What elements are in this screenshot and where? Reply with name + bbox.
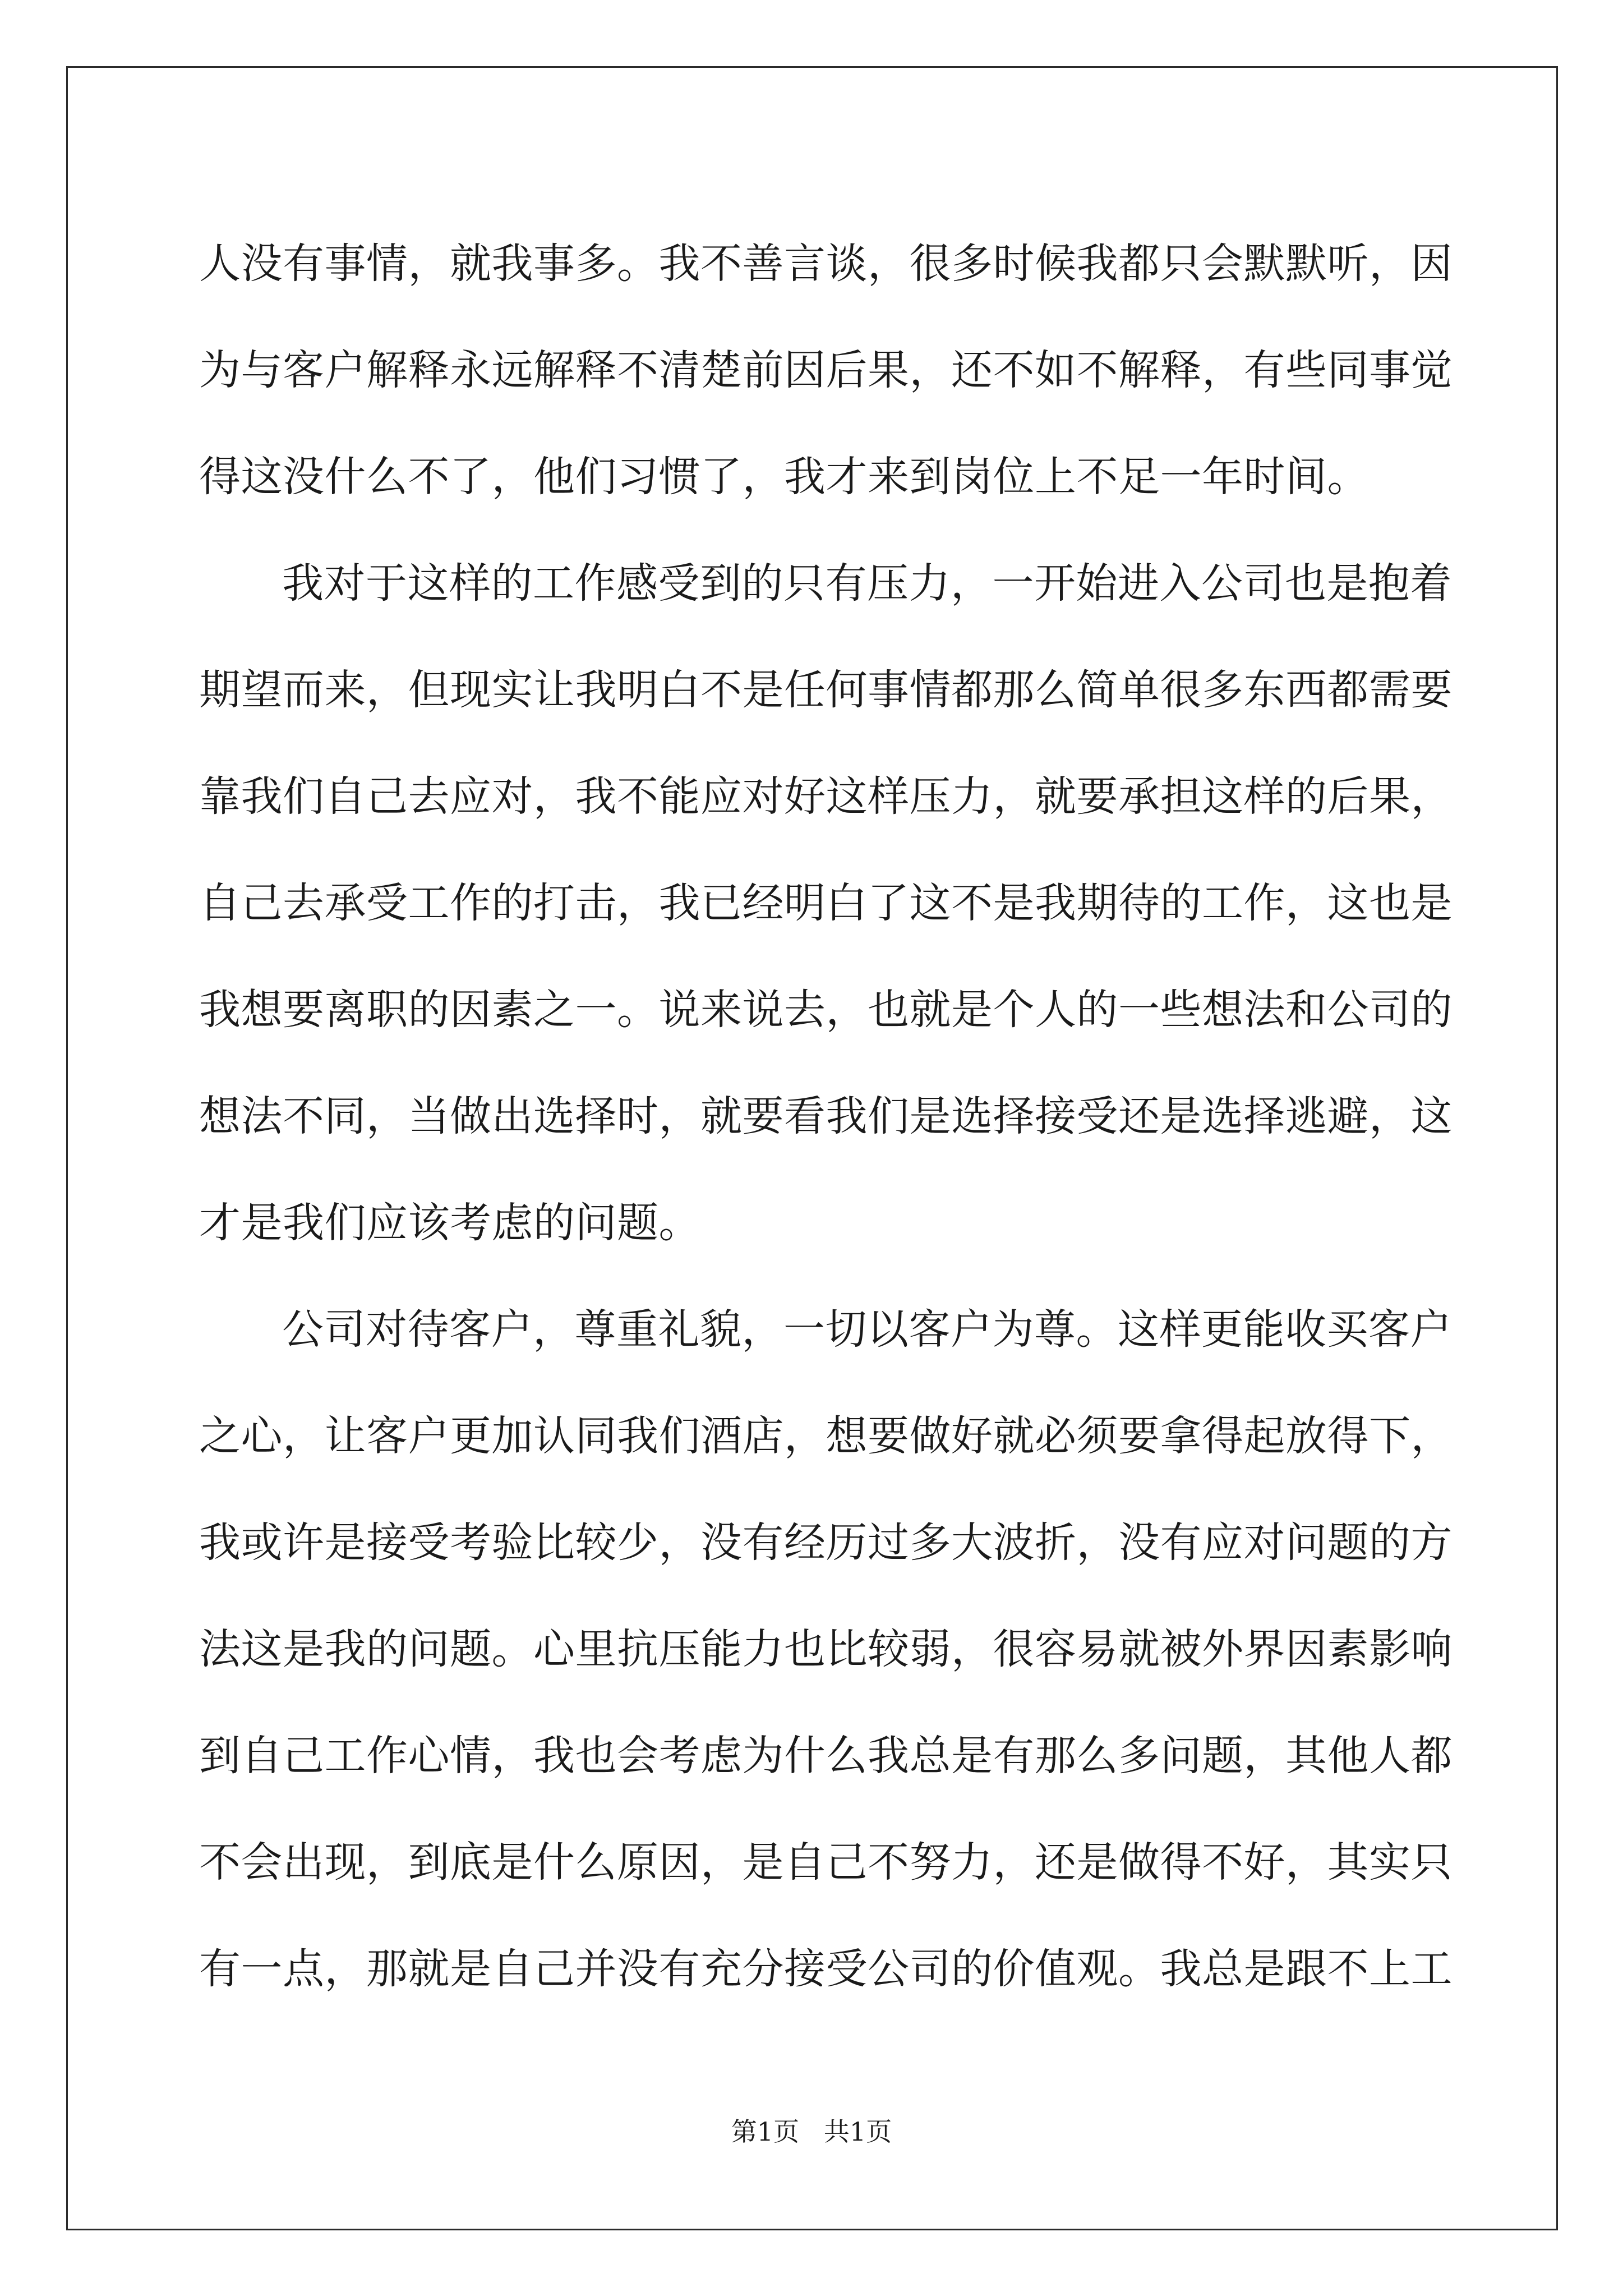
- text-line: 公司对待客户，尊重礼貌，一切以客户为尊。这样更能收买客户: [282, 1305, 1452, 1354]
- text-line: 为与客户解释永远解释不清楚前因后果，还不如不解释，有些同事觉: [199, 346, 1453, 394]
- text-line: 靠我们自己去应对，我不能应对好这样压力，就要承担这样的后果，: [199, 772, 1453, 821]
- text-line: 得这没什么不了，他们习惯了，我才来到岗位上不足一年时间。: [199, 453, 1369, 501]
- text-line: 自己去承受工作的打击，我已经明白了这不是我期待的工作，这也是: [199, 879, 1453, 927]
- text-line: 期望而来，但现实让我明白不是任何事情都那么简单很多东西都需要: [199, 666, 1453, 714]
- document-body: [199, 210, 1453, 2022]
- text-line: 法这是我的问题。心里抗压能力也比较弱，很容易就被外界因素影响: [199, 1625, 1453, 1673]
- page-number-footer: 第1页 共1页: [731, 2116, 892, 2147]
- text-line: 之心，让客户更加认同我们酒店，想要做好就必须要拿得起放得下，: [199, 1412, 1453, 1460]
- text-line: 想法不同，当做出选择时，就要看我们是选择接受还是选择逃避，这: [199, 1092, 1453, 1140]
- text-line: 我想要离职的因素之一。说来说去，也就是个人的一些想法和公司的: [199, 986, 1453, 1034]
- text-line: 有一点，那就是自己并没有充分接受公司的价值观。我总是跟不上工: [199, 1945, 1453, 1993]
- text-line: 才是我们应该考虑的问题。: [199, 1199, 700, 1247]
- text-line: 不会出现，到底是什么原因，是自己不努力，还是做得不好，其实只: [199, 1838, 1453, 1887]
- text-line: 人没有事情，就我事多。我不善言谈，很多时候我都只会默默听，因: [199, 240, 1453, 288]
- text-line: 我或许是接受考验比较少，没有经历过多大波折，没有应对问题的方: [199, 1519, 1453, 1567]
- text-line: 到自己工作心情，我也会考虑为什么我总是有那么多问题，其他人都: [199, 1732, 1453, 1780]
- text-line: 我对于这样的工作感受到的只有压力，一开始进入公司也是抱着: [282, 559, 1452, 608]
